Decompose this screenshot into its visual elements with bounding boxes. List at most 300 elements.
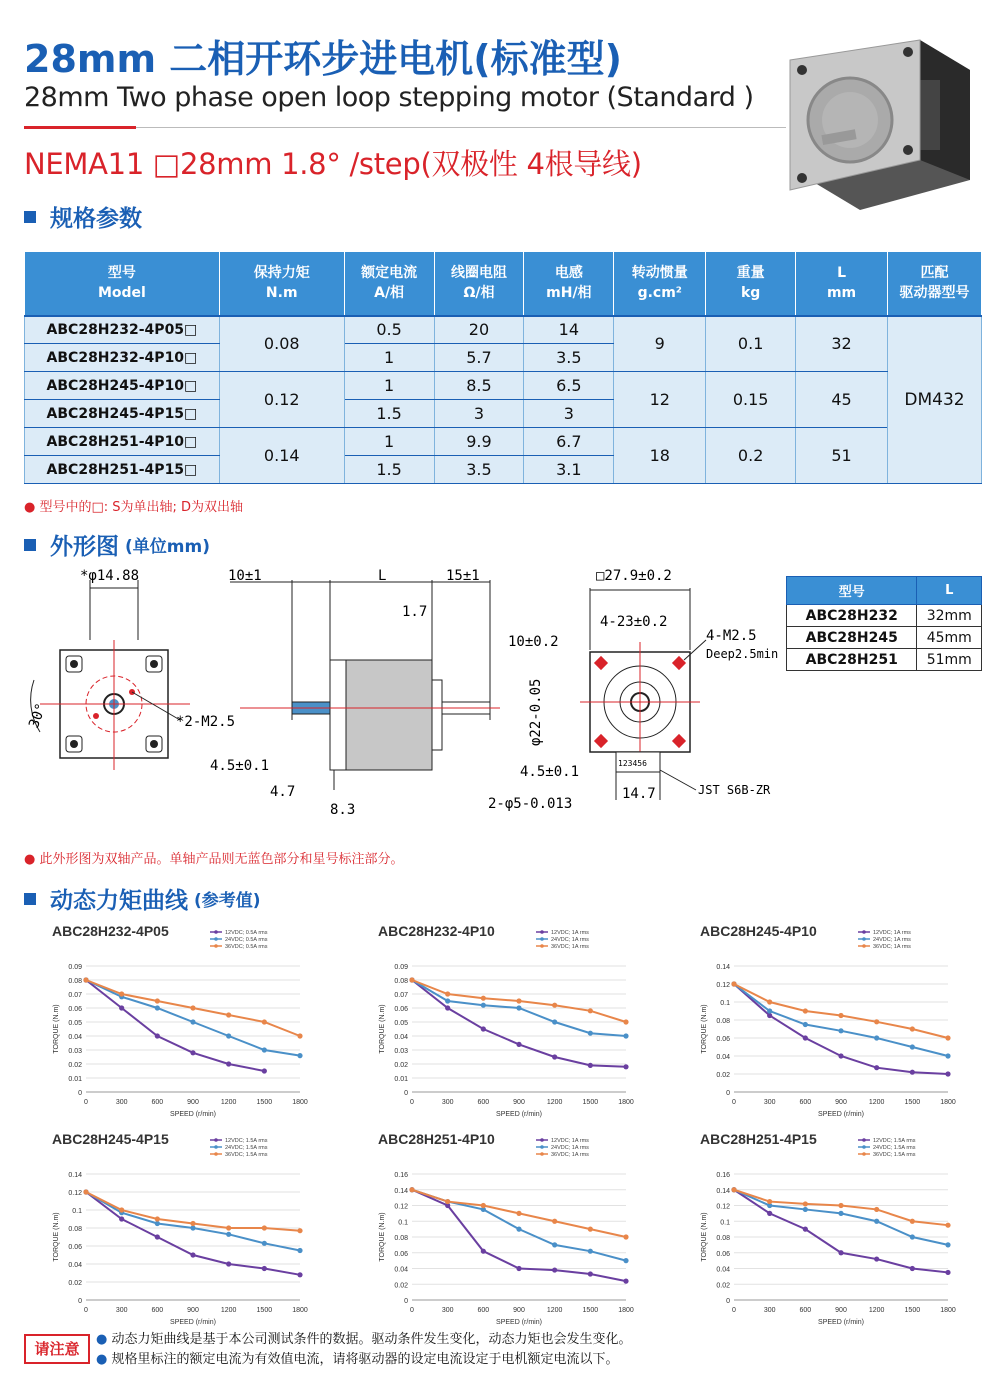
y-tick-label: 0.16 bbox=[394, 1172, 408, 1179]
spec-heading bbox=[24, 200, 142, 233]
data-point bbox=[910, 1219, 915, 1224]
data-point bbox=[262, 1068, 267, 1073]
data-point bbox=[297, 1272, 302, 1277]
rear-view bbox=[580, 568, 778, 802]
cell-resistance: 3.5 bbox=[434, 456, 524, 484]
y-tick-label: 0.05 bbox=[394, 1020, 408, 1027]
data-point bbox=[262, 1241, 267, 1246]
y-tick-label: 0 bbox=[78, 1090, 82, 1097]
data-point bbox=[767, 1199, 772, 1204]
y-tick-label: 0.03 bbox=[394, 1048, 408, 1055]
x-tick-label: 0 bbox=[732, 1307, 736, 1314]
notice-lines bbox=[96, 1330, 632, 1370]
data-point bbox=[588, 1271, 593, 1276]
x-tick-label: 1800 bbox=[940, 1099, 956, 1106]
dim-label: JST S6B-ZR bbox=[698, 783, 771, 797]
data-point bbox=[945, 1223, 950, 1228]
y-tick-label: 0.1 bbox=[72, 1208, 82, 1215]
data-point bbox=[445, 1005, 450, 1010]
data-point bbox=[155, 998, 160, 1003]
data-point bbox=[803, 1022, 808, 1027]
cell-model: ABC28H251 bbox=[787, 649, 917, 671]
legend-marker bbox=[540, 1145, 544, 1149]
data-point bbox=[838, 1250, 843, 1255]
x-tick-label: 1200 bbox=[220, 1099, 237, 1106]
data-point bbox=[481, 1026, 486, 1031]
y-tick-label: 0 bbox=[726, 1090, 730, 1097]
legend-marker bbox=[214, 1145, 218, 1149]
y-tick-label: 0.06 bbox=[716, 1036, 730, 1043]
torque-chart-svg bbox=[24, 1128, 324, 1328]
data-point bbox=[874, 1207, 879, 1212]
curve-heading bbox=[24, 882, 261, 915]
data-point bbox=[226, 1232, 231, 1237]
y-tick-label: 0 bbox=[726, 1298, 730, 1305]
cell-current: 1.5 bbox=[344, 456, 434, 484]
col-header-inertia: 转动惯量 g.cm² bbox=[614, 252, 706, 316]
data-point bbox=[226, 1225, 231, 1230]
dim-heading bbox=[24, 528, 210, 561]
x-tick-label: 1800 bbox=[618, 1307, 634, 1314]
y-tick-label: 0.12 bbox=[68, 1190, 82, 1197]
data-point bbox=[119, 1005, 124, 1010]
cell-model: ABC28H251-4P15□ bbox=[25, 456, 220, 484]
length-col-L: L bbox=[917, 577, 982, 605]
x-tick-label: 1200 bbox=[868, 1099, 885, 1106]
data-point bbox=[297, 1053, 302, 1058]
data-point bbox=[516, 998, 521, 1003]
dim-label: 4-23±0.2 bbox=[600, 614, 668, 630]
cell-inertia: 9 bbox=[614, 316, 706, 372]
data-point bbox=[409, 977, 414, 982]
y-tick-label: 0.04 bbox=[394, 1266, 408, 1274]
page-title-cn: 28mm 二相开环步进电机(标准型) bbox=[24, 37, 623, 81]
y-tick-label: 0.12 bbox=[394, 1203, 408, 1211]
x-tick-label: 1800 bbox=[940, 1307, 956, 1314]
data-point bbox=[874, 1019, 879, 1024]
cell-length: 51mm bbox=[917, 649, 982, 671]
y-tick-label: 0.04 bbox=[68, 1034, 82, 1041]
data-point bbox=[767, 1211, 772, 1216]
data-point bbox=[588, 1227, 593, 1232]
dim-label: 14.7 bbox=[622, 786, 656, 802]
notice-line-2: ● 规格里标注的额定电流为有效值电流，请将驱动器的设定电流设定于电机额定电流以下。 bbox=[96, 1352, 619, 1367]
model-suffix-note: ● 型号中的□: S为单出轴; D为双出轴 bbox=[24, 500, 244, 515]
dim-label: *2-M2.5 bbox=[176, 714, 236, 730]
x-tick-label: 1200 bbox=[868, 1307, 885, 1314]
cell-model: ABC28H232-4P05□ bbox=[25, 316, 220, 344]
x-tick-label: 1500 bbox=[582, 1099, 599, 1106]
title-divider bbox=[136, 127, 786, 128]
y-axis-label: TORQUE (N.m) bbox=[379, 1004, 386, 1054]
data-point bbox=[190, 1252, 195, 1257]
data-point bbox=[190, 1005, 195, 1010]
x-tick-label: 1800 bbox=[292, 1307, 308, 1314]
cell-length: 45 bbox=[796, 372, 888, 428]
data-point bbox=[262, 1047, 267, 1052]
col-header-driver: 匹配 驱动器型号 bbox=[887, 252, 981, 316]
data-point bbox=[623, 1234, 628, 1239]
y-tick-label: 0.09 bbox=[68, 964, 82, 971]
y-axis-label: TORQUE (N.m) bbox=[379, 1212, 386, 1262]
data-point bbox=[155, 1033, 160, 1038]
torque-chart bbox=[350, 920, 650, 1120]
data-point bbox=[297, 1228, 302, 1233]
cell-torque: 0.12 bbox=[219, 372, 344, 428]
y-tick-label: 0.02 bbox=[394, 1062, 408, 1069]
x-tick-label: 1500 bbox=[256, 1099, 273, 1106]
legend-label: 12VDC; 1A rms bbox=[873, 930, 911, 937]
x-tick-label: 0 bbox=[84, 1099, 88, 1106]
data-point bbox=[803, 1008, 808, 1013]
y-tick-label: 0.04 bbox=[68, 1262, 82, 1269]
data-point bbox=[910, 1044, 915, 1049]
data-point bbox=[767, 1013, 772, 1018]
dual-shaft-note: ● 此外形图为双轴产品。单轴产品则无蓝色部分和星号标注部分。 bbox=[24, 852, 404, 867]
y-tick-label: 0 bbox=[404, 1298, 408, 1305]
dim-heading-sub: (单位mm) bbox=[125, 537, 210, 557]
data-point bbox=[623, 1019, 628, 1024]
y-tick-label: 0.1 bbox=[398, 1219, 408, 1227]
legend-marker bbox=[862, 1145, 866, 1149]
y-tick-label: 0.08 bbox=[716, 1018, 730, 1025]
legend-label: 36VDC; 1A rms bbox=[873, 944, 911, 951]
data-point bbox=[945, 1053, 950, 1058]
dim-label: 1.7 bbox=[402, 604, 428, 620]
y-tick-label: 0.07 bbox=[394, 992, 408, 999]
table-row bbox=[25, 428, 982, 456]
legend-label: 24VDC; 1.5A rms bbox=[225, 1145, 268, 1152]
data-point bbox=[155, 1005, 160, 1010]
x-tick-label: 900 bbox=[187, 1099, 199, 1106]
legend-label: 36VDC; 1A rms bbox=[551, 1152, 589, 1159]
data-point bbox=[190, 1019, 195, 1024]
dim-label: 4.7 bbox=[270, 784, 296, 800]
length-table bbox=[786, 576, 982, 671]
data-point bbox=[945, 1270, 950, 1275]
legend-label: 36VDC; 0.5A rms bbox=[225, 944, 268, 951]
chart-title: ABC28H251-4P10 bbox=[378, 1131, 495, 1147]
data-point bbox=[297, 1033, 302, 1038]
y-axis-label: TORQUE (N.m) bbox=[53, 1212, 60, 1262]
data-point bbox=[262, 1266, 267, 1271]
curve-heading-text: 动态力矩曲线 bbox=[50, 888, 188, 914]
dim-label: 10±1 bbox=[228, 568, 262, 584]
cell-model: ABC28H245 bbox=[787, 627, 917, 649]
y-tick-label: 0.01 bbox=[394, 1076, 408, 1083]
cell-model: ABC28H245-4P10□ bbox=[25, 372, 220, 400]
x-tick-label: 300 bbox=[441, 1307, 454, 1314]
x-tick-label: 900 bbox=[835, 1307, 847, 1314]
legend-marker bbox=[214, 1138, 218, 1142]
cell-current: 1.5 bbox=[344, 400, 434, 428]
data-point bbox=[155, 1216, 160, 1221]
cell-inductance: 3.1 bbox=[524, 456, 614, 484]
y-tick-label: 0.08 bbox=[68, 1226, 82, 1233]
legend-marker bbox=[540, 937, 544, 941]
data-point bbox=[226, 1012, 231, 1017]
chart-title: ABC28H251-4P15 bbox=[700, 1131, 817, 1147]
cell-current: 1 bbox=[344, 344, 434, 372]
data-point bbox=[731, 1187, 736, 1192]
data-point bbox=[262, 1019, 267, 1024]
torque-chart-svg bbox=[672, 1128, 972, 1328]
dim-label: □27.9±0.2 bbox=[596, 568, 672, 584]
chart-title: ABC28H245-4P10 bbox=[700, 923, 817, 939]
data-point bbox=[910, 1026, 915, 1031]
data-point bbox=[119, 991, 124, 996]
col-header-length: L mm bbox=[796, 252, 888, 316]
data-point bbox=[297, 1248, 302, 1253]
connector-pins: 123456 bbox=[618, 759, 647, 768]
y-tick-label: 0.06 bbox=[68, 1244, 82, 1251]
data-point bbox=[226, 1033, 231, 1038]
legend-marker bbox=[862, 937, 866, 941]
y-tick-label: 0.14 bbox=[68, 1172, 82, 1179]
y-tick-label: 0.06 bbox=[394, 1250, 408, 1258]
legend-label: 24VDC; 1A rms bbox=[551, 1145, 589, 1152]
legend-marker bbox=[214, 1152, 218, 1156]
dim-label: 4.5±0.1 bbox=[210, 758, 270, 774]
data-point bbox=[552, 1242, 557, 1247]
x-tick-label: 600 bbox=[477, 1099, 490, 1106]
y-tick-label: 0.06 bbox=[68, 1006, 82, 1013]
data-point bbox=[910, 1070, 915, 1075]
data-point bbox=[119, 1216, 124, 1221]
dim-label: 2-φ5-0.013 bbox=[488, 796, 573, 812]
cell-length: 32 bbox=[796, 316, 888, 372]
data-point bbox=[588, 1063, 593, 1068]
nema-spec-line: NEMA11 □28mm 1.8° /step(双极性 4根导线) bbox=[24, 147, 642, 181]
dim-label: 30° bbox=[26, 701, 50, 731]
y-tick-label: 0.14 bbox=[716, 964, 730, 971]
cell-inductance: 6.7 bbox=[524, 428, 614, 456]
y-tick-label: 0.08 bbox=[394, 1235, 408, 1242]
data-point bbox=[874, 1219, 879, 1224]
col-header-model: 型号 Model bbox=[25, 252, 220, 316]
curve-heading-sub: (参考值) bbox=[194, 891, 261, 911]
x-tick-label: 900 bbox=[187, 1307, 199, 1314]
legend-label: 12VDC; 1A rms bbox=[551, 930, 589, 937]
x-axis-label: SPEED (r/min) bbox=[170, 1111, 216, 1118]
table-row bbox=[25, 316, 982, 344]
x-axis-label: SPEED (r/min) bbox=[496, 1111, 542, 1118]
motor-photo bbox=[780, 20, 980, 220]
cell-resistance: 8.5 bbox=[434, 372, 524, 400]
y-tick-label: 0.04 bbox=[394, 1034, 408, 1041]
data-point bbox=[623, 1033, 628, 1038]
cell-torque: 0.08 bbox=[219, 316, 344, 372]
table-row bbox=[25, 372, 982, 400]
data-point bbox=[945, 1035, 950, 1040]
data-point bbox=[552, 1054, 557, 1059]
x-tick-label: 0 bbox=[410, 1099, 414, 1106]
x-tick-label: 1200 bbox=[546, 1099, 563, 1106]
data-point bbox=[262, 1225, 267, 1230]
data-point bbox=[83, 1189, 88, 1194]
y-tick-label: 0.01 bbox=[68, 1076, 82, 1083]
x-axis-label: SPEED (r/min) bbox=[818, 1111, 864, 1118]
data-point bbox=[731, 981, 736, 986]
legend-marker bbox=[540, 944, 544, 948]
data-point bbox=[838, 1028, 843, 1033]
y-tick-label: 0.04 bbox=[716, 1266, 730, 1274]
col-header-torque: 保持力矩 N.m bbox=[219, 252, 344, 316]
cell-current: 0.5 bbox=[344, 316, 434, 344]
data-point bbox=[409, 1187, 414, 1192]
torque-chart-svg bbox=[350, 1128, 650, 1328]
x-tick-label: 300 bbox=[763, 1099, 776, 1106]
data-point bbox=[588, 1249, 593, 1254]
torque-chart bbox=[672, 920, 972, 1120]
dim-label: *φ14.88 bbox=[80, 568, 140, 584]
y-tick-label: 0.08 bbox=[394, 978, 408, 985]
y-tick-label: 0.09 bbox=[394, 964, 408, 971]
series-line bbox=[86, 980, 300, 1056]
y-tick-label: 0.02 bbox=[716, 1072, 730, 1079]
legend-label: 12VDC; 1.5A rms bbox=[873, 1138, 916, 1145]
data-point bbox=[226, 1261, 231, 1266]
x-axis-label: SPEED (r/min) bbox=[170, 1319, 216, 1326]
data-point bbox=[83, 977, 88, 982]
y-tick-label: 0.08 bbox=[716, 1235, 730, 1242]
spec-table bbox=[24, 251, 982, 484]
col-header-current: 额定电流 A/相 bbox=[344, 252, 434, 316]
x-tick-label: 600 bbox=[799, 1099, 812, 1106]
data-point bbox=[516, 1042, 521, 1047]
length-header-row bbox=[787, 577, 982, 605]
x-tick-label: 600 bbox=[799, 1307, 812, 1314]
title-accent-rule bbox=[24, 126, 136, 129]
legend-marker bbox=[214, 944, 218, 948]
data-point bbox=[516, 1266, 521, 1271]
x-tick-label: 300 bbox=[441, 1099, 454, 1106]
y-tick-label: 0.05 bbox=[68, 1020, 82, 1027]
cell-torque: 0.14 bbox=[219, 428, 344, 484]
torque-chart-svg bbox=[672, 920, 972, 1120]
data-point bbox=[190, 1225, 195, 1230]
col-header-weight: 重量 kg bbox=[706, 252, 796, 316]
data-point bbox=[588, 1031, 593, 1036]
front-view-left bbox=[26, 568, 235, 770]
y-tick-label: 0 bbox=[78, 1298, 82, 1305]
data-point bbox=[945, 1242, 950, 1247]
cell-driver: DM432 bbox=[887, 316, 981, 484]
data-point bbox=[910, 1234, 915, 1239]
data-point bbox=[516, 1005, 521, 1010]
data-point bbox=[190, 1050, 195, 1055]
y-tick-label: 0.12 bbox=[716, 982, 730, 989]
legend-marker bbox=[540, 1152, 544, 1156]
notice-badge: 请注意 bbox=[24, 1334, 90, 1364]
x-tick-label: 1200 bbox=[220, 1307, 237, 1314]
torque-chart-svg bbox=[350, 920, 650, 1120]
data-point bbox=[767, 1008, 772, 1013]
cell-length: 32mm bbox=[917, 605, 982, 627]
torque-chart-svg bbox=[24, 920, 324, 1120]
data-point bbox=[803, 1035, 808, 1040]
cell-resistance: 3 bbox=[434, 400, 524, 428]
cell-weight: 0.2 bbox=[706, 428, 796, 484]
x-tick-label: 1800 bbox=[618, 1099, 634, 1106]
y-tick-label: 0.06 bbox=[394, 1006, 408, 1013]
page-title-en: 28mm Two phase open loop stepping motor (Standard ) bbox=[24, 82, 754, 113]
data-point bbox=[838, 1211, 843, 1216]
data-point bbox=[803, 1227, 808, 1232]
data-point bbox=[588, 1008, 593, 1013]
data-point bbox=[155, 1221, 160, 1226]
x-tick-label: 900 bbox=[835, 1099, 847, 1106]
x-tick-label: 300 bbox=[115, 1099, 128, 1106]
y-tick-label: 0.07 bbox=[68, 992, 82, 999]
data-point bbox=[552, 1267, 557, 1272]
dim-label: 8.3 bbox=[330, 802, 356, 818]
x-tick-label: 1500 bbox=[904, 1099, 921, 1106]
data-point bbox=[481, 1249, 486, 1254]
data-point bbox=[945, 1071, 950, 1076]
legend-marker bbox=[540, 1138, 544, 1142]
data-point bbox=[874, 1256, 879, 1261]
legend-label: 12VDC; 0.5A rms bbox=[225, 930, 268, 937]
y-axis-label: TORQUE (N.m) bbox=[53, 1004, 60, 1054]
data-point bbox=[803, 1207, 808, 1212]
data-point bbox=[623, 1279, 628, 1284]
y-tick-label: 0.02 bbox=[394, 1282, 408, 1290]
cell-weight: 0.15 bbox=[706, 372, 796, 428]
y-tick-label: 0.02 bbox=[68, 1280, 82, 1287]
x-tick-label: 300 bbox=[763, 1307, 776, 1314]
y-tick-label: 0.03 bbox=[68, 1048, 82, 1055]
cell-resistance: 5.7 bbox=[434, 344, 524, 372]
cell-current: 1 bbox=[344, 372, 434, 400]
cell-length: 45mm bbox=[917, 627, 982, 649]
data-point bbox=[874, 1035, 879, 1040]
y-axis-label: TORQUE (N.m) bbox=[701, 1212, 708, 1262]
cell-inductance: 6.5 bbox=[524, 372, 614, 400]
x-tick-label: 0 bbox=[410, 1307, 414, 1314]
dim-label: 10±0.2 bbox=[508, 634, 559, 650]
y-tick-label: 0.04 bbox=[716, 1054, 730, 1061]
legend-label: 12VDC; 1A rms bbox=[551, 1138, 589, 1145]
data-point bbox=[767, 999, 772, 1004]
x-tick-label: 900 bbox=[513, 1307, 525, 1314]
side-view bbox=[210, 568, 579, 818]
data-point bbox=[910, 1266, 915, 1271]
heading-square-icon bbox=[24, 893, 36, 905]
y-tick-label: 0.14 bbox=[394, 1187, 408, 1195]
y-axis-label: TORQUE (N.m) bbox=[701, 1004, 708, 1054]
data-point bbox=[155, 1234, 160, 1239]
data-point bbox=[445, 991, 450, 996]
legend-marker bbox=[862, 944, 866, 948]
data-point bbox=[516, 1211, 521, 1216]
cell-resistance: 9.9 bbox=[434, 428, 524, 456]
y-tick-label: 0.12 bbox=[716, 1203, 730, 1211]
heading-square-icon bbox=[24, 211, 36, 223]
legend-marker bbox=[862, 1138, 866, 1142]
data-point bbox=[838, 1013, 843, 1018]
cell-inductance: 3 bbox=[524, 400, 614, 428]
x-axis-label: SPEED (r/min) bbox=[496, 1319, 542, 1326]
y-tick-label: 0.1 bbox=[720, 1000, 730, 1007]
col-header-inductance: 电感 mH/相 bbox=[524, 252, 614, 316]
legend-marker bbox=[862, 1152, 866, 1156]
legend-label: 24VDC; 1A rms bbox=[873, 937, 911, 944]
x-tick-label: 1800 bbox=[292, 1099, 308, 1106]
table-row bbox=[787, 649, 982, 671]
legend-label: 36VDC; 1.5A rms bbox=[873, 1152, 916, 1159]
series-line bbox=[734, 1190, 948, 1273]
